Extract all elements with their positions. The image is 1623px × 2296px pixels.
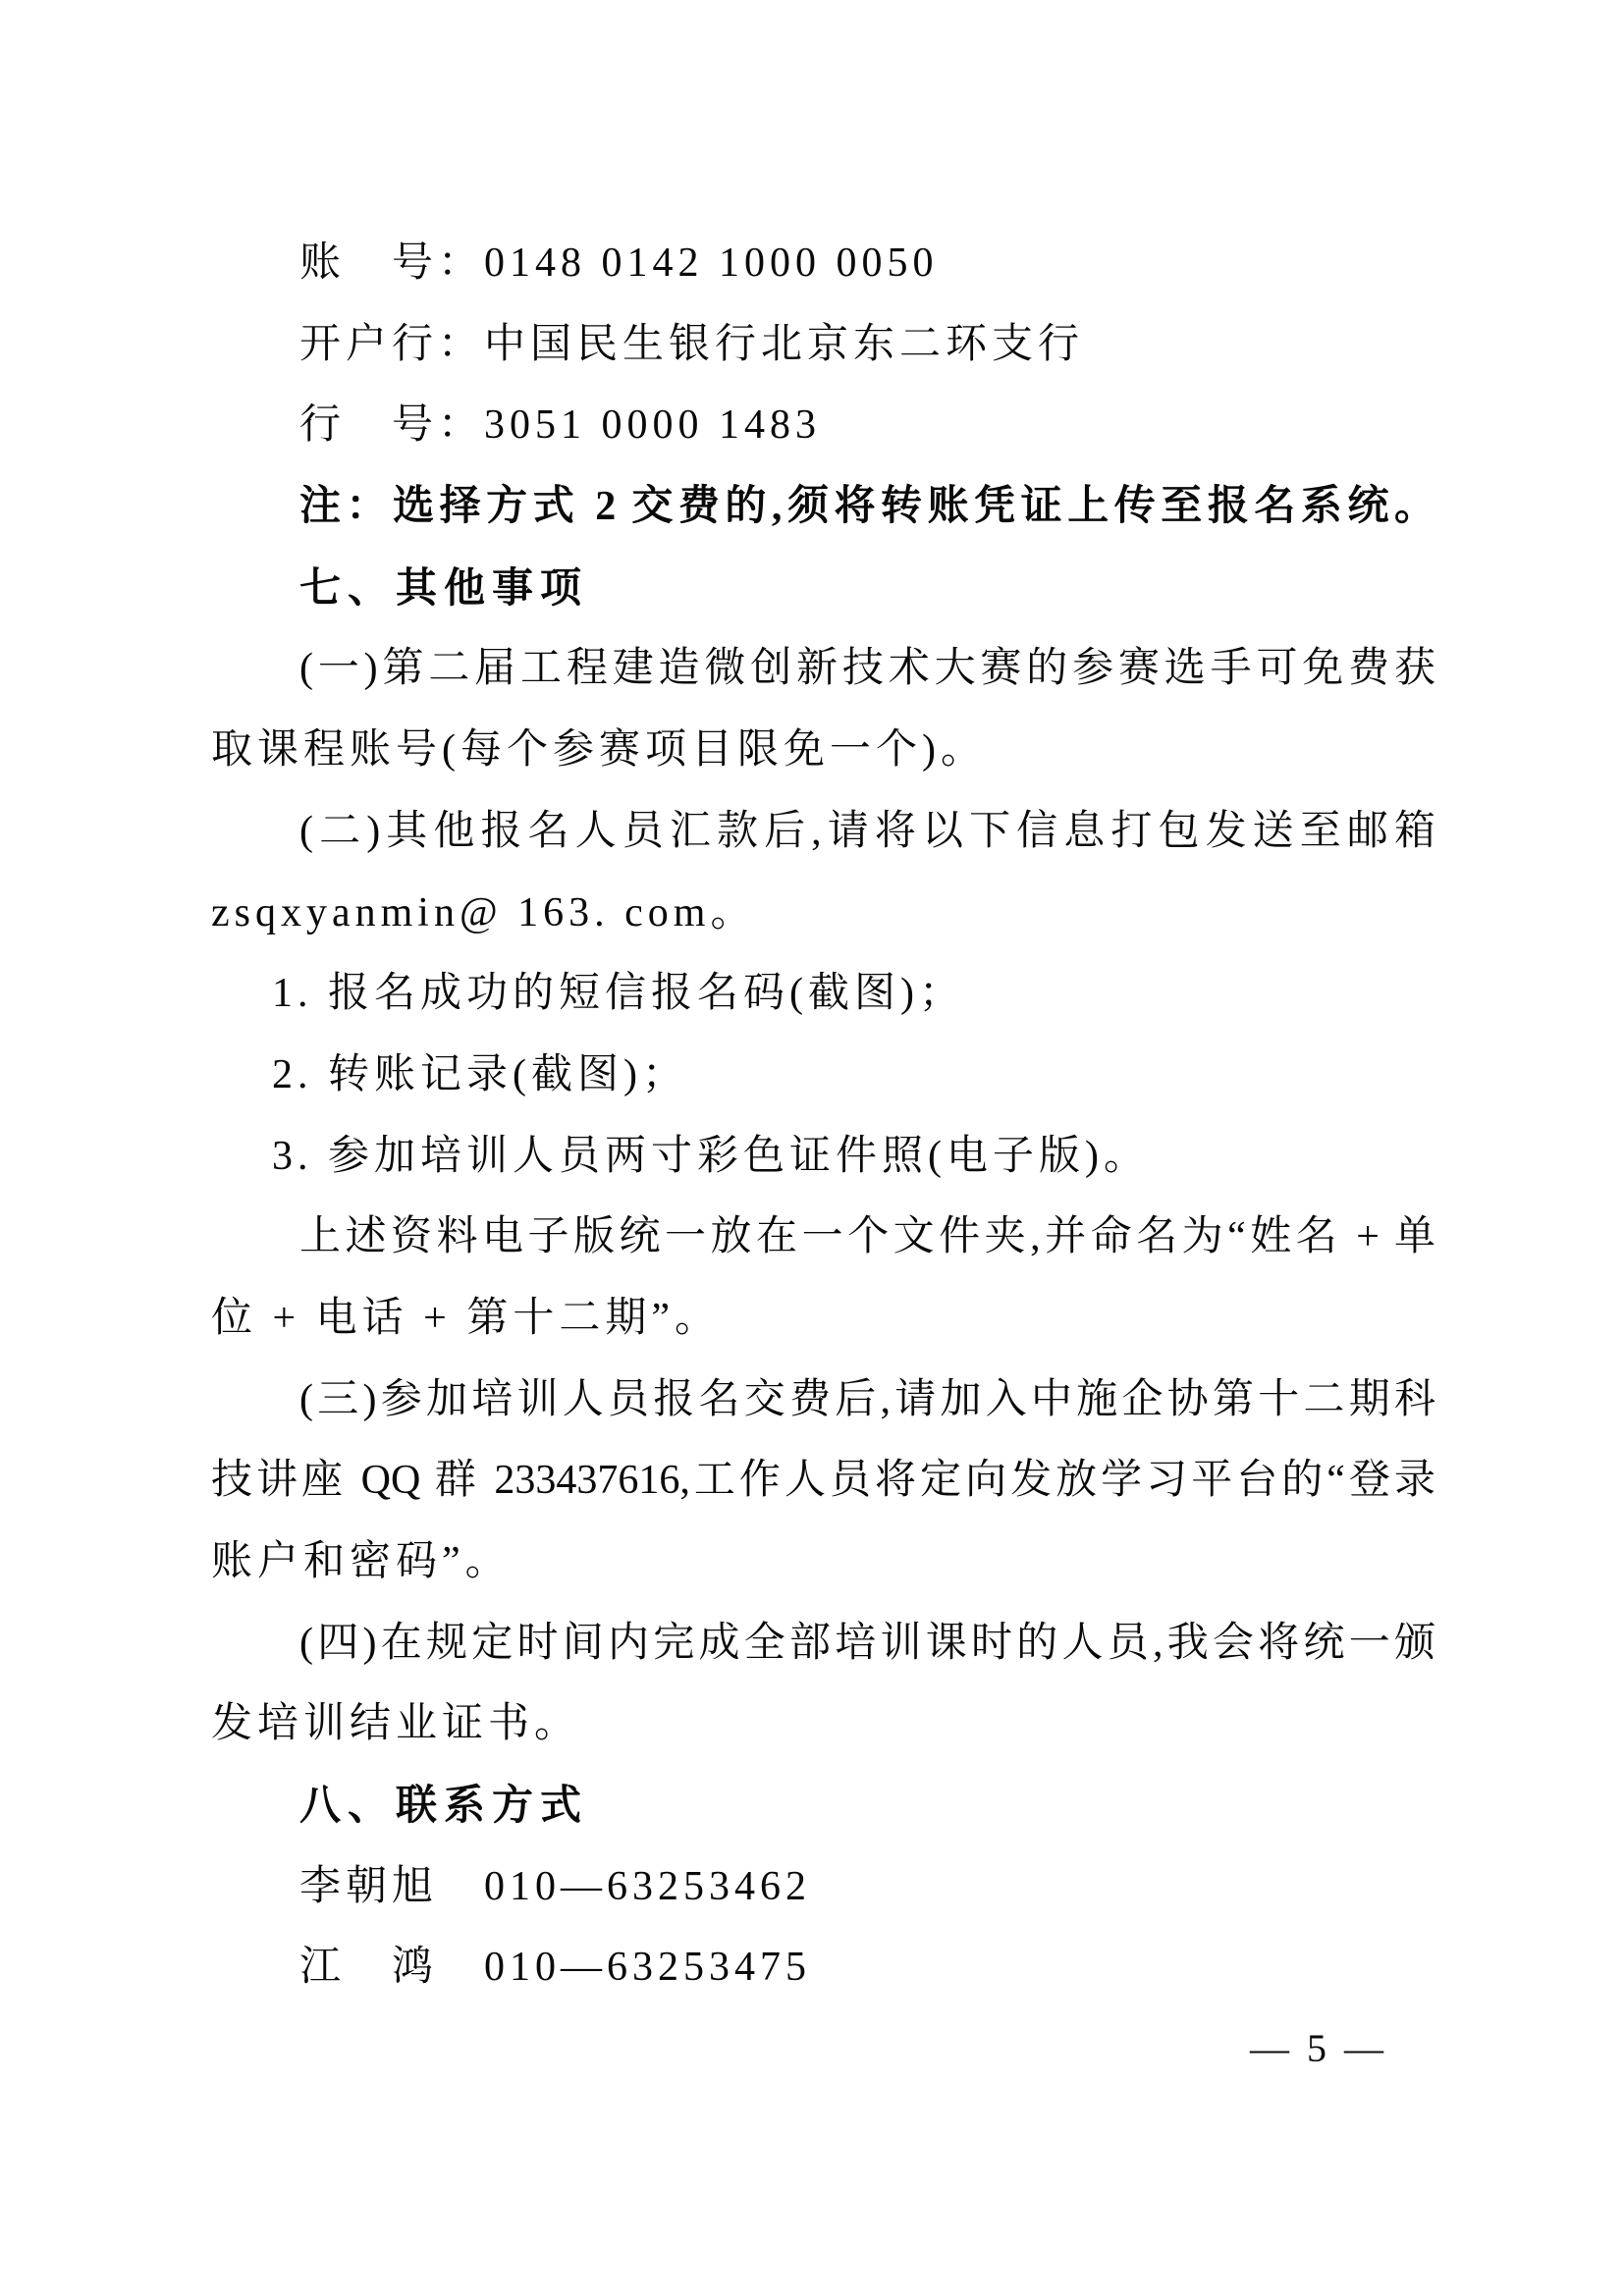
other-matters-heading: 七、其他事项	[299, 563, 589, 611]
payment-note-line: 注：选择方式 2 交费的,须将转账凭证上传至报名系统。	[299, 484, 1435, 530]
qq-group-line-3: 账户和密码”。	[211, 1539, 512, 1584]
page-number: — 5 —	[1250, 2026, 1387, 2071]
free-account-line-1: (一)第二届工程建造微创新技术大赛的参赛选手可免费获	[299, 646, 1435, 692]
list-item-3: 3. 参加培训人员两寸彩色证件照(电子版)。	[272, 1133, 1150, 1179]
list-item-2: 2. 转账记录(截图)；	[272, 1051, 688, 1097]
bank-code-line: 行 号：3051 0000 1483	[299, 402, 822, 449]
document-body	[211, 223, 1435, 2090]
qq-group-line-1: (三)参加培训人员报名交费后,请加入中施企协第十二期科	[299, 1376, 1435, 1422]
qq-group-line-2: 技讲座 QQ 群 233437616,工作人员将定向发放学习平台的“登录	[211, 1458, 1435, 1504]
email-info-line: (二)其他报名人员汇款后,请将以下信息打包发送至邮箱	[299, 808, 1435, 854]
contact-heading: 八、联系方式	[299, 1782, 589, 1829]
bank-name-line: 开户行：中国民生银行北京东二环支行	[299, 321, 1085, 367]
certificate-line-1: (四)在规定时间内完成全部培训课时的人员,我会将统一颁	[299, 1620, 1435, 1666]
folder-naming-line-1: 上述资料电子版统一放在一个文件夹,并命名为“姓名 + 单	[299, 1214, 1435, 1260]
contact-person-2-line: 江 鸿 010—63253475	[299, 1945, 812, 1991]
certificate-line-2: 发培训结业证书。	[211, 1701, 581, 1747]
free-account-line-2: 取课程账号(每个参赛项目限免一个)。	[211, 727, 987, 774]
list-item-1: 1. 报名成功的短信报名码(截图)；	[272, 971, 965, 1017]
account-number-line: 账 号：0148 0142 1000 0050	[299, 240, 939, 286]
folder-naming-line-2: 位 + 电话 + 第十二期”。	[211, 1295, 722, 1341]
email-address-line: zsqxyanmin@ 163. com。	[211, 889, 757, 935]
contact-person-1-line: 李朝旭 010—63253462	[299, 1863, 812, 1909]
